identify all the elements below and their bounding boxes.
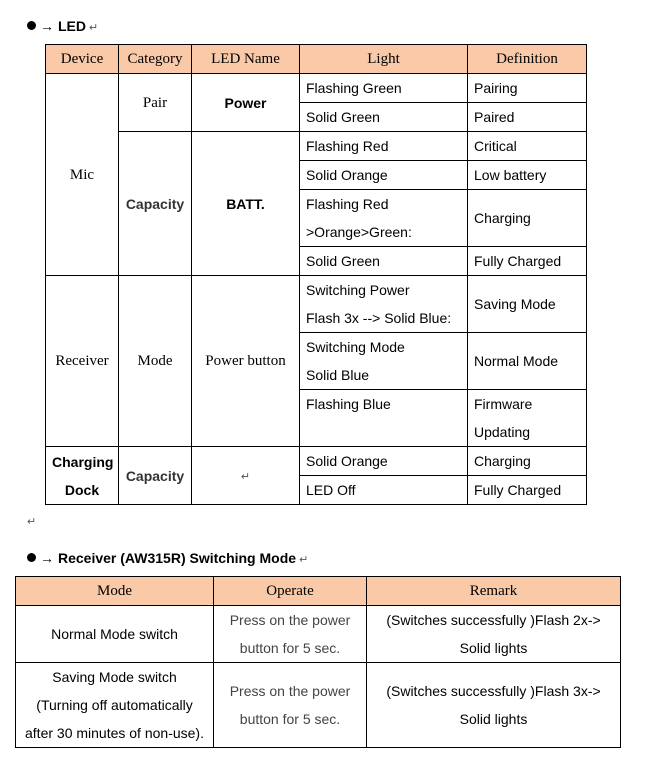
led-table (45, 44, 587, 505)
mode-line: Saving Mode switch (52, 669, 177, 685)
operate-line: button for 5 sec. (239, 711, 341, 727)
operate-cell (214, 663, 367, 748)
mode-cell (16, 606, 214, 663)
definition-cell (468, 390, 587, 447)
led-section-heading (27, 18, 98, 34)
definition-cell: Charging (468, 190, 587, 247)
paragraph-mark-icon: ↵ (240, 470, 251, 483)
definition-cell: Saving Mode (468, 276, 587, 333)
paragraph-mark-icon: ↵ (27, 516, 37, 528)
operate-line: button for 5 sec. (239, 640, 341, 656)
led-name-power-button: Power button (192, 276, 300, 447)
mode-line: after 30 minutes of non-use). (25, 725, 204, 741)
operate-line: Press on the power (229, 683, 351, 699)
definition-cell: Low battery (468, 161, 587, 190)
light-cell: Flashing Red (300, 132, 468, 161)
remark-line: Solid lights (459, 711, 528, 727)
device-charging-dock (46, 447, 119, 505)
arrow-icon: → (40, 550, 54, 566)
category-mode: Mode (119, 276, 192, 447)
led-name-power: Power (192, 74, 300, 132)
definition-cell: Charging (468, 447, 587, 476)
light-line: Switching Power (306, 282, 410, 298)
light-cell: Solid Green (300, 103, 468, 132)
bullet-icon (27, 553, 36, 562)
light-line: Flashing Red (306, 196, 389, 212)
switch-heading-text: Receiver (AW315R) Switching Mode (58, 550, 297, 566)
remark-cell (367, 606, 621, 663)
device-receiver: Receiver (46, 276, 119, 447)
category-pair: Pair (119, 74, 192, 132)
light-cell: Solid Orange (300, 447, 468, 476)
switch-table (15, 576, 621, 748)
light-cell: Solid Green (300, 247, 468, 276)
device-line: Charging (52, 453, 114, 470)
switch-section-heading (27, 550, 308, 566)
mode-line: Normal Mode switch (51, 626, 178, 642)
mode-line: (Turning off automatically (36, 697, 193, 713)
definition-line: Updating (474, 424, 531, 440)
table-row (16, 606, 621, 663)
definition-cell: Pairing (468, 74, 587, 103)
header-category: Category (119, 45, 192, 74)
light-cell: Flashing Green (300, 74, 468, 103)
light-cell: Flashing Blue (300, 390, 468, 447)
light-cell: Solid Orange (300, 161, 468, 190)
operate-line: Press on the power (229, 612, 351, 628)
remark-line: (Switches successfully )Flash 2x-> (386, 612, 601, 628)
bullet-icon (27, 21, 36, 30)
header-definition: Definition (468, 45, 587, 74)
paragraph-mark-icon: ↵ (86, 22, 99, 34)
remark-cell (367, 663, 621, 748)
light-line: Flash 3x --> Solid Blue: (306, 310, 452, 326)
device-line: Dock (64, 481, 100, 498)
device-mic: Mic (46, 74, 119, 276)
definition-cell: Fully Charged (468, 247, 587, 276)
table-row (16, 663, 621, 748)
header-operate: Operate (214, 577, 367, 606)
remark-line: Solid lights (459, 640, 528, 656)
table-row (46, 276, 587, 333)
light-line: >Orange>Green: (306, 224, 412, 240)
light-cell (300, 276, 468, 333)
header-remark: Remark (367, 577, 621, 606)
light-line: Solid Blue (306, 367, 370, 383)
operate-cell (214, 606, 367, 663)
led-heading-text: LED (58, 18, 86, 34)
category-capacity: Capacity (119, 132, 192, 276)
header-device: Device (46, 45, 119, 74)
header-light: Light (300, 45, 468, 74)
mode-cell (16, 663, 214, 748)
arrow-icon: → (40, 18, 54, 34)
light-cell: LED Off (300, 476, 468, 505)
definition-cell: Fully Charged (468, 476, 587, 505)
led-table-header-row (46, 45, 587, 74)
remark-line: (Switches successfully )Flash 3x-> (386, 683, 601, 699)
header-led-name: LED Name (192, 45, 300, 74)
table-row (46, 132, 587, 161)
light-line: Switching Mode (306, 339, 405, 355)
led-name-empty (192, 447, 300, 505)
table-row (46, 74, 587, 103)
category-capacity-dock: Capacity (119, 447, 192, 505)
paragraph-mark-icon: ↵ (296, 554, 309, 566)
table-row (46, 447, 587, 476)
definition-cell: Normal Mode (468, 333, 587, 390)
header-mode: Mode (16, 577, 214, 606)
led-name-batt: BATT. (192, 132, 300, 276)
light-cell (300, 333, 468, 390)
definition-cell: Critical (468, 132, 587, 161)
switch-table-header-row (16, 577, 621, 606)
definition-line: Firmware (474, 396, 533, 412)
definition-cell: Paired (468, 103, 587, 132)
light-cell (300, 190, 468, 247)
